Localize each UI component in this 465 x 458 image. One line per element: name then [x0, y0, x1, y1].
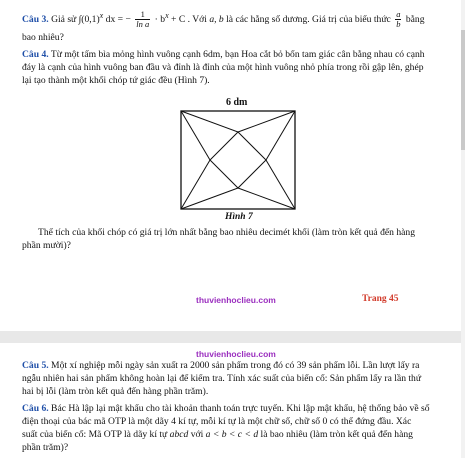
- question-4-line-3: lại tạo thành một khối chóp tứ giác đều (Hình 7).: [22, 75, 210, 86]
- frac-den: b: [396, 19, 401, 30]
- question-4-line-4: Thể tích của khối chóp có giá trị lớn nhất bằng bao nhiêu decimét khối (làm tròn kết quả đến hàng: [38, 227, 415, 238]
- q6-math: abcd: [169, 429, 189, 440]
- question-6-line-4: phần trăm)?: [22, 442, 69, 453]
- question-3-label: Câu 3.: [22, 14, 49, 26]
- q6-text: suất của biến cố: Mã OTP là dãy kí tự: [22, 429, 168, 440]
- q3-vars: a, b: [209, 14, 224, 26]
- inner-square: [210, 132, 266, 188]
- outer-square: [181, 111, 295, 209]
- figure-dimension-label: 6 dm: [226, 97, 248, 108]
- document-page-2: [0, 343, 465, 458]
- q3-text: · b: [154, 14, 166, 26]
- triangle-edge: [238, 188, 295, 209]
- question-6-label: Câu 6.: [22, 403, 49, 414]
- vertical-scrollbar[interactable]: [461, 0, 465, 458]
- triangle-edge: [181, 111, 238, 132]
- figure-square-diagram: [180, 110, 296, 210]
- question-4-line-5: phần mười)?: [22, 240, 71, 251]
- triangle-edge: [181, 160, 210, 209]
- question-6-line-3: [22, 429, 451, 441]
- q3-power: x: [99, 11, 104, 20]
- question-6-line-2: điện thoại của bác mã OTP là một dãy 4 kí tự, mỗi kí tự là một chữ số, chữ số 0 có thể đứng đầu. Xác: [22, 416, 412, 427]
- question-6-line-1: [22, 403, 451, 415]
- scrollbar-thumb[interactable]: [461, 30, 465, 150]
- footer-page-number: Trang 45: [362, 294, 399, 304]
- question-4-line-2: đáy là cạnh của hình vuông ban đầu và đỉnh là đỉnh của một hình vuông nhỏ phía trong rồi gập lên, ghép: [22, 62, 424, 73]
- q3-integral: ∫(0,1): [78, 14, 100, 26]
- q3-text: Giả sử: [51, 14, 77, 26]
- triangle-edge: [238, 111, 295, 132]
- question-5-label: Câu 5.: [22, 360, 49, 371]
- q3-text: là các hằng số dương. Giá trị của biểu thức: [223, 14, 391, 26]
- page-separator: [0, 331, 465, 343]
- triangle-edge: [266, 160, 295, 209]
- q3-text: + C . Với: [168, 14, 207, 26]
- q3-fraction-2: [395, 10, 401, 29]
- question-5-line-2: ngẫu nhiên hai sản phẩm không hoàn lại để kiểm tra. Tính xác suất của biến cố: Sản phẩm lấy ra lần thứ: [22, 373, 422, 384]
- triangle-edge: [266, 111, 295, 160]
- question-4-line-1: [22, 49, 451, 61]
- question-3-line-1: [22, 10, 451, 29]
- question-4-label: Câu 4.: [22, 49, 49, 60]
- question-5-line-1: [22, 360, 451, 372]
- header-site-link[interactable]: thuvienhoclieu.com: [196, 349, 276, 359]
- triangle-edge: [181, 188, 238, 209]
- q6-text: Bác Hà lập lại mật khẩu cho tài khoản thanh toán trực tuyến. Khi lập mật khẩu, hệ thống bảo về số: [48, 403, 430, 414]
- frac-num: a: [396, 9, 401, 20]
- q3-power: x: [165, 11, 169, 20]
- question-5-line-3: hai bị lỗi (làm tròn kết quả đến hàng phần trăm).: [22, 386, 209, 397]
- q6-math: a < b < c < d: [205, 429, 259, 440]
- frac-num: 1: [135, 10, 150, 20]
- q3-text: bằng: [405, 14, 425, 26]
- footer-site-link[interactable]: thuvienhoclieu.com: [196, 295, 276, 305]
- q4-text: Từ một tấm bìa mỏng hình vuông cạnh 6dm, bạn Hoa cắt bỏ bốn tam giác cân bằng nhau có cạnh: [48, 49, 425, 60]
- q6-text: là bao nhiêu (làm tròn kết quả đến hàng: [258, 429, 413, 440]
- q3-fraction-1: [135, 10, 150, 29]
- figure-caption: Hình 7: [225, 212, 253, 222]
- frac-den: ln a: [136, 19, 150, 30]
- q6-text: với: [188, 429, 206, 440]
- triangle-edge: [181, 111, 210, 160]
- question-3-line-2: bao nhiêu?: [22, 32, 64, 43]
- q5-text: Một xí nghiệp mỗi ngày sản xuất ra 2000 sản phẩm trong đó có 39 sản phẩm lỗi. Lần lượt lấy ra: [48, 360, 420, 371]
- q3-text: dx = −: [105, 14, 131, 26]
